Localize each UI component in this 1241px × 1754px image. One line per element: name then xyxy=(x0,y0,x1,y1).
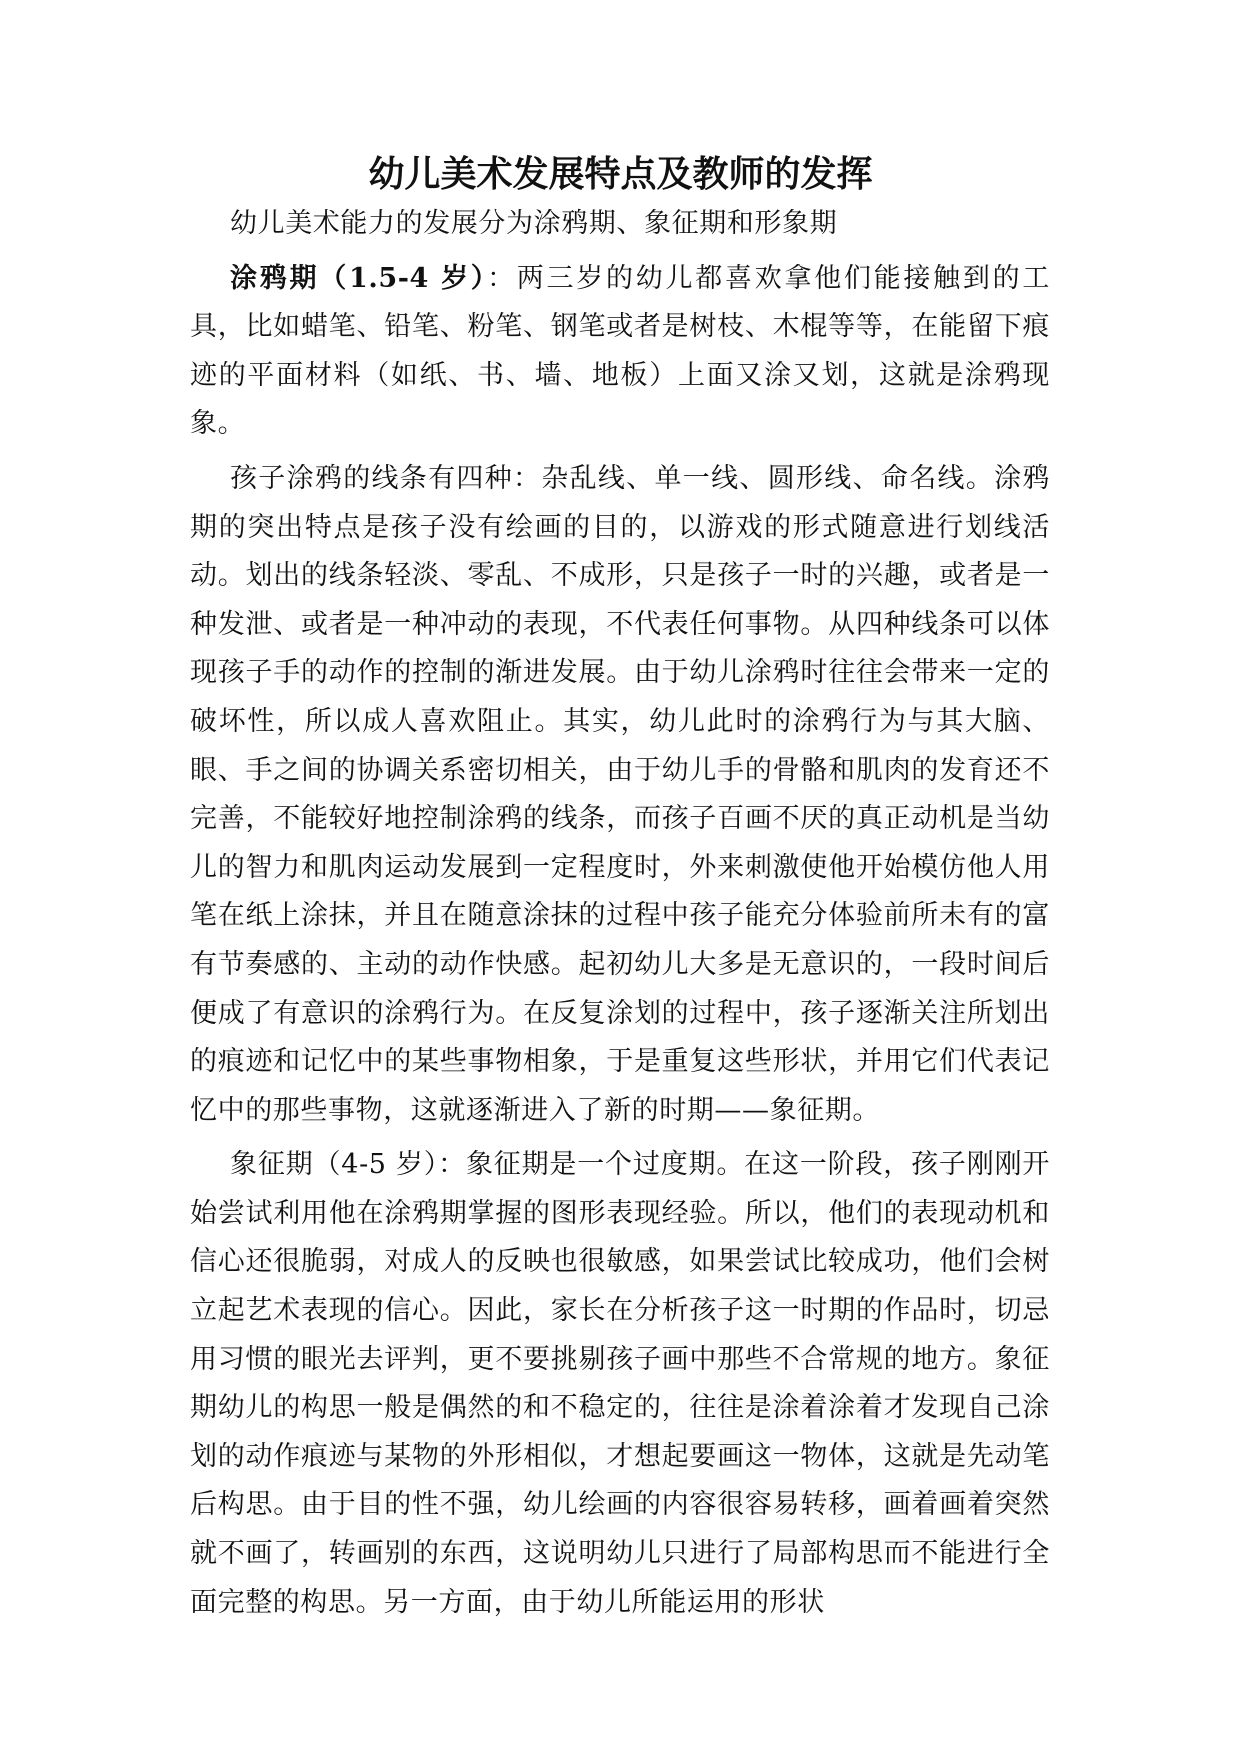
paragraph-scribble-stage xyxy=(190,255,1050,449)
paragraph-scribble-lines: 孩子涂鸦的线条有四种：杂乱线、单一线、圆形线、命名线。涂鸦期的突出特点是孩子没有绘画的目的，以游戏的形式随意进行划线活动。划出的线条轻淡、零乱、不成形，只是孩子一时的兴趣，或者是一种发泄、或者是一种冲动的表现，不代表任何事物。从四种线条可以体现孩子手的动作的控制的渐进发展。由于幼儿涂鸦时往往会带来一定的破坏性，所以成人喜欢阻止。其实，幼儿此时的涂鸦行为与其大脑、眼、手之间的协调关系密切相关，由于幼儿手的骨骼和肌肉的发育还不完善，不能较好地控制涂鸦的线条，而孩子百画不厌的真正动机是当幼儿的智力和肌肉运动发展到一定程度时，外来刺激使他开始模仿他人用笔在纸上涂抹，并且在随意涂抹的过程中孩子能充分体验前所未有的富有节奏感的、主动的动作快感。起初幼儿大多是无意识的，一段时间后便成了有意识的涂鸦行为。在反复涂划的过程中，孩子逐渐关注所划出的痕迹和记忆中的某些事物相象，于是重复这些形状，并用它们代表记忆中的那些事物，这就逐渐进入了新的时期——象征期。 xyxy=(190,462,1050,1126)
section-heading-scribble-stage: 涂鸦期（1.5-4 岁） xyxy=(230,262,488,294)
paragraph-text: ：两三岁的幼儿都喜欢拿他们能接触到的工具，比如蜡笔、铅笔、粉笔、钢笔或者是树枝、木棍等等，在能留下痕迹的平面材料（如纸、书、墙、地板）上面又涂又划，这就是涂鸦现象。 xyxy=(190,262,1050,440)
intro-paragraph: 幼儿美术能力的发展分为涂鸦期、象征期和形象期 xyxy=(230,208,838,239)
document-body xyxy=(190,200,1050,1633)
document-title: 幼儿美术发展特点及教师的发挥 xyxy=(368,154,873,195)
paragraph-symbolic-stage: 象征期（4-5 岁）：象征期是一个过度期。在这一阶段，孩子刚刚开始尝试利用他在涂鸦期掌握的图形表现经验。所以，他们的表现动机和信心还很脆弱，对成人的反映也很敏感，如果尝试比较成功，他们会树立起艺术表现的信心。因此，家长在分析孩子这一时期的作品时，切忌用习惯的眼光去评判，更不要挑剔孩子画中那些不合常规的地方。象征期幼儿的构思一般是偶然的和不稳定的，往往是涂着涂着才发现自己涂划的动作痕迹与某物的外形相似，才想起要画这一物体，这就是先动笔后构思。由于目的性不强，幼儿绘画的内容很容易转移，画着画着突然就不画了，转画别的东西，这说明幼儿只进行了局部构思而不能进行全面完整的构思。另一方面，由于幼儿所能运用的形状 xyxy=(190,1149,1050,1618)
